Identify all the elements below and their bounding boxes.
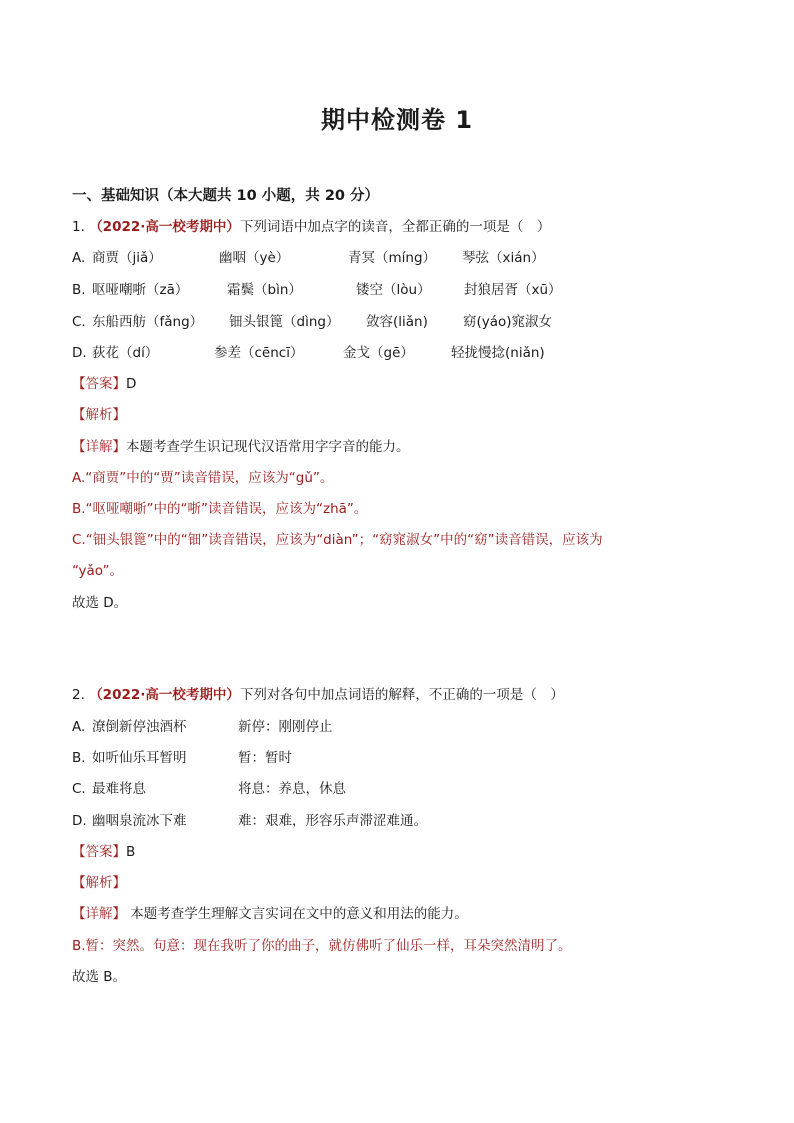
detail-tag: 【详解】 <box>72 906 126 922</box>
q2-stem <box>72 686 564 704</box>
q1-option-item: 参差（cēncī） <box>214 345 304 361</box>
q2-option-sentence: 最难将息 <box>92 781 146 797</box>
q1-option-b <box>72 281 722 299</box>
q1-option-item: 窈(yáo)窕淑女 <box>463 314 553 330</box>
q1-option-item: 东船西舫（fǎng） <box>92 314 204 330</box>
q2-option-gloss: 难：艰难，形容乐声滞涩难通。 <box>238 813 427 829</box>
q2-option-sentence: 潦倒新停浊酒杯 <box>92 719 187 735</box>
q2-option-d <box>72 812 722 830</box>
q2-stem-text: 下列对各句中加点词语的解释，不正确的一项是（ ） <box>239 687 564 703</box>
answer-value: B <box>126 844 136 860</box>
q1-analysis-tag: 【解析】 <box>72 407 126 423</box>
q1-option-item: 商贾（jiǎ） <box>92 250 162 266</box>
q1-option-d <box>72 344 722 362</box>
q2-option-sentence: 幽咽泉流冰下难 <box>92 813 187 829</box>
q1-source: （2022·高一校考期中） <box>89 219 240 235</box>
detail-text: 本题考查学生理解文言实词在文中的意义和用法的能力。 <box>126 906 468 922</box>
q1-option-letter: D. <box>72 345 87 361</box>
q2-option-gloss: 新停：刚刚停止 <box>238 719 333 735</box>
q1-option-letter: A. <box>72 250 86 266</box>
section-heading: 一、基础知识（本大题共 10 小题，共 20 分） <box>72 188 380 204</box>
q1-explanation-line: C.“钿头银篦”中的“钿”读音错误，应该为“diàn”；“窈窕淑女”中的“窈”读音错误，应该为 <box>72 532 603 548</box>
q2-option-c <box>72 780 722 798</box>
answer-tag: 【答案】 <box>72 844 126 860</box>
q2-number: 2. <box>72 687 85 703</box>
q1-option-item: 金戈（gē） <box>343 345 414 361</box>
answer-value: D <box>126 376 137 392</box>
q1-option-item: 琴弦（xián） <box>462 250 545 266</box>
detail-tag: 【详解】 <box>72 439 126 455</box>
q1-option-letter: C. <box>72 314 86 330</box>
q1-option-item: 青冥（míng） <box>348 250 437 266</box>
q1-option-item: 幽咽（yè） <box>219 250 290 266</box>
q1-option-a <box>72 249 722 267</box>
detail-text: 本题考查学生识记现代汉语常用字字音的能力。 <box>126 439 410 455</box>
q2-detail <box>72 905 468 923</box>
q1-option-c <box>72 313 722 331</box>
q1-explanation-line: “yǎo”。 <box>72 563 124 579</box>
q1-option-letter: B. <box>72 282 86 298</box>
q1-explanation-line: B.“呕哑嘲哳”中的“哳”读音错误，应该为“zhā”。 <box>72 501 368 517</box>
q1-option-item: 敛容(liǎn) <box>366 314 428 330</box>
q2-analysis-tag: 【解析】 <box>72 875 126 891</box>
q1-answer <box>72 375 136 393</box>
q2-option-letter: D. <box>72 813 87 829</box>
q2-option-letter: A. <box>72 719 86 735</box>
q1-number: 1. <box>72 219 85 235</box>
q1-option-item: 霜鬓（bìn） <box>227 282 302 298</box>
q1-stem <box>72 218 550 236</box>
q2-explanation-line: B.暂：突然。句意：现在我听了你的曲子，就仿佛听了仙乐一样，耳朵突然清明了。 <box>72 938 572 954</box>
q1-option-item: 钿头银篦（dìng） <box>229 314 340 330</box>
q1-option-item: 荻花（dí） <box>92 345 159 361</box>
q1-stem-text: 下列词语中加点字的读音，全都正确的一项是（ ） <box>239 219 551 235</box>
q2-answer <box>72 843 135 861</box>
q2-option-letter: C. <box>72 781 86 797</box>
q2-option-sentence: 如听仙乐耳暂明 <box>92 750 187 766</box>
q2-option-a <box>72 718 722 736</box>
q1-option-item: 轻拢慢捻(niǎn) <box>451 345 545 361</box>
q2-option-gloss: 将息：养息，休息 <box>238 781 346 797</box>
q2-option-letter: B. <box>72 750 86 766</box>
page-title: 期中检测卷 1 <box>320 106 474 134</box>
q1-option-item: 呕哑嘲哳（zā） <box>92 282 189 298</box>
q2-option-gloss: 暂：暂时 <box>238 750 292 766</box>
q1-detail <box>72 438 410 456</box>
q1-conclusion: 故选 D。 <box>72 595 128 611</box>
q2-conclusion: 故选 B。 <box>72 969 127 985</box>
answer-tag: 【答案】 <box>72 376 126 392</box>
q2-source: （2022·高一校考期中） <box>89 687 240 703</box>
q1-explanation-line: A.“商贾”中的“贾”读音错误，应该为“gǔ”。 <box>72 470 334 486</box>
q1-option-item: 镂空（lòu） <box>356 282 431 298</box>
q1-option-item: 封狼居胥（xū） <box>464 282 562 298</box>
q2-option-b <box>72 749 722 767</box>
